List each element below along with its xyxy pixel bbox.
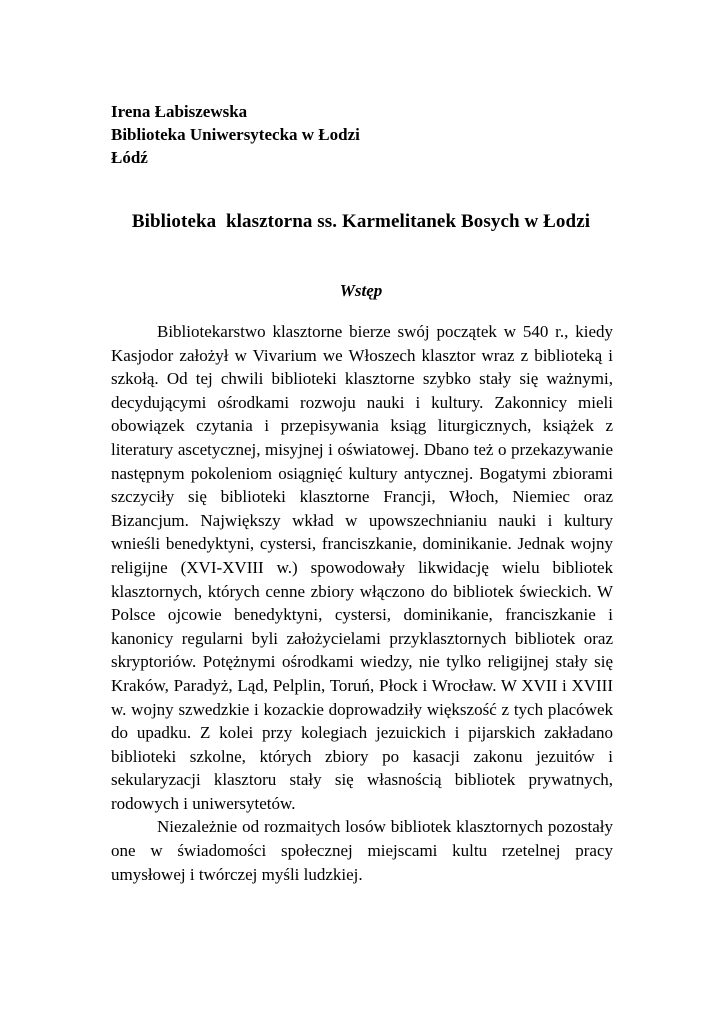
author-block bbox=[111, 100, 360, 169]
paragraph-1: Bibliotekarstwo klasztorne bierze swój początek w 540 r., kiedy Kasjodor założył w Vivarium we Włoszech klasztor wraz z biblioteką i szkołą. Od tej chwili biblioteki klasztorne szybko stały się ważnymi, decydującymi ośrodkami rozwoju nauki i kultury. Zakonnicy mieli obowiązek czytania i przepisywania ksiąg liturgicznych, książek z literatury ascetycznej, misyjnej i oświatowej. Dbano też o przekazywanie następnym pokoleniom osiągnięć kultury antycznej. Bogatymi zbiorami szczyciły się biblioteki klasztorne Francji, Włoch, Niemiec oraz Bizancjum. Największy wkład w upowszechnianiu nauki i kultury wnieśli benedyktyni, cystersi, franciszkanie, dominikanie. Jednak wojny religijne (XVI-XVIII w.) spowodowały likwidację wielu bibliotek klasztornych, których cenne zbiory włączono do bibliotek świeckich. W Polsce ojcowie benedyktyni, cystersi, dominikanie, franciszkanie i kanonicy regularni byli założycielami przyklasztornych bibliotek oraz skryptoriów. Potężnymi ośrodkami wiedzy, nie tylko religijnej stały się Kraków, Paradyż, Ląd, Pelplin, Toruń, Płock i Wrocław. W XVII i XVIII w. wojny szwedzkie i kozackie doprowadziły większość z tych placówek do upadku. Z kolei przy kolegiach jezuickich i pijarskich zakładano biblioteki szkolne, których zbiory po kasacji zakonu jezuitów i sekularyzacji klasztoru stały się własnością bibliotek prywatnych, rodowych i uniwersytetów. bbox=[111, 322, 613, 813]
body-text bbox=[111, 320, 613, 886]
paragraph-2: Niezależnie od rozmaitych losów bibliotek klasztornych pozostały one w świadomości społecznej miejscami kultu rzetelnej pracy umysłowej i twórczej myśli ludzkiej. bbox=[111, 817, 613, 884]
section-heading: Wstęp bbox=[339, 281, 383, 300]
document-title: Biblioteka klasztorna ss. Karmelitanek Bosych w Łodzi bbox=[131, 211, 591, 232]
author-city: Łódź bbox=[111, 148, 148, 167]
author-name: Irena Łabiszewska bbox=[111, 102, 248, 121]
author-institution: Biblioteka Uniwersytecka w Łodzi bbox=[111, 125, 360, 144]
